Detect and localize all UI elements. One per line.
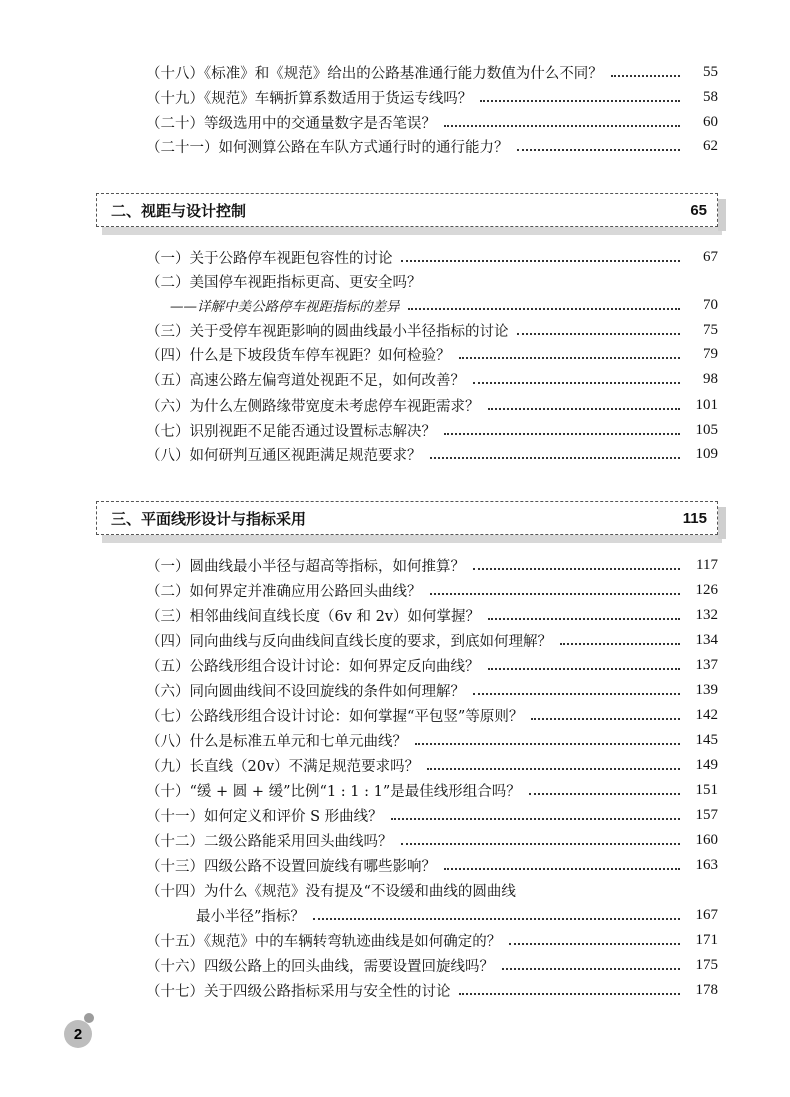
toc-entry-page: 132 (695, 606, 718, 623)
toc-entry-page: 163 (695, 856, 718, 873)
toc-entry-subtitle[interactable] (170, 293, 718, 317)
toc-entry-title: （四）同向曲线与反向曲线间直线长度的要求，到底如何理解？ (146, 633, 552, 650)
toc-entry-page: 134 (695, 631, 718, 648)
leader-dots (401, 258, 681, 262)
toc-entry-title: （十四）为什么《规范》没有提及“不设缓和曲线的圆曲线 (146, 883, 516, 900)
toc-entry[interactable] (146, 342, 718, 366)
toc-entry[interactable] (146, 393, 718, 417)
section-header-sight-distance[interactable] (96, 193, 718, 227)
toc-entry[interactable] (146, 418, 718, 442)
toc-entry-title: （九）长直线（20v）不满足规范要求吗？ (146, 758, 420, 775)
leader-dots (502, 966, 680, 970)
section-title: 二、视距与设计控制 (111, 201, 247, 220)
leader-dots (509, 941, 680, 945)
toc-entry[interactable] (146, 628, 718, 652)
toc-entry-title: （七）公路线形组合设计讨论：如何掌握“平包竖”等原则？ (146, 708, 524, 725)
toc-entry-page: 117 (696, 556, 718, 573)
toc-entry-page: 75 (703, 321, 718, 338)
page-number: 2 (64, 1020, 92, 1048)
toc-entry-page: 139 (695, 681, 718, 698)
toc-entry-title: （六）为什么左侧路缘带宽度未考虑停车视距需求？ (146, 398, 480, 415)
toc-entry-page: 178 (695, 981, 718, 998)
leader-dots (473, 380, 680, 384)
section-page: 115 (682, 509, 707, 527)
toc-entry[interactable] (146, 728, 718, 752)
toc-entry-page: 55 (703, 63, 718, 80)
toc-entry[interactable] (146, 603, 718, 627)
toc-entry[interactable] (146, 553, 718, 577)
toc-entry-continuation[interactable] (196, 903, 718, 927)
toc-entry-page: 149 (695, 756, 718, 773)
toc-entry-title: （三）关于受停车视距影响的圆曲线最小半径指标的讨论 (146, 323, 509, 340)
toc-entry[interactable] (146, 245, 718, 269)
leader-dots (529, 791, 680, 795)
toc-entry-title: （三）相邻曲线间直线长度（6v 和 2v）如何掌握？ (146, 608, 481, 625)
toc-entry[interactable] (146, 878, 718, 902)
toc-entry-title: （十六）四级公路上的回头曲线，需要设置回旋线吗？ (146, 958, 494, 975)
toc-entry[interactable] (146, 318, 718, 342)
toc-entry[interactable] (146, 578, 718, 602)
toc-entry-title: （二）如何界定并准确应用公路回头曲线？ (146, 583, 422, 600)
toc-entry-page: 175 (695, 956, 718, 973)
toc-entry[interactable] (146, 110, 718, 134)
toc-entry[interactable] (146, 653, 718, 677)
toc-entry-title: （二）美国停车视距指标更高、更安全吗？ (146, 274, 422, 291)
toc-entry-title: （五）高速公路左偏弯道处视距不足，如何改善？ (146, 372, 465, 389)
toc-entry[interactable] (146, 753, 718, 777)
toc-entry-title: 最小半径”指标？ (196, 908, 305, 925)
toc-entry-page: 109 (695, 445, 718, 462)
toc-entry-title: （十二）二级公路能采用回头曲线吗？ (146, 833, 393, 850)
toc-entry-page: 160 (695, 831, 718, 848)
toc-entry[interactable] (146, 978, 718, 1002)
toc-entry[interactable] (146, 778, 718, 802)
toc-entry-title: ——详解中美公路停车视距指标的差异 (170, 299, 400, 315)
leader-dots (444, 866, 680, 870)
toc-entry-title: （八）如何研判互通区视距满足规范要求？ (146, 447, 422, 464)
toc-entry-page: 60 (703, 113, 718, 130)
toc-entry-page: 151 (695, 781, 718, 798)
leader-dots (480, 98, 680, 102)
toc-entry[interactable] (146, 853, 718, 877)
leader-dots (473, 691, 680, 695)
toc-entry-title: （六）同向圆曲线间不设回旋线的条件如何理解？ (146, 683, 465, 700)
leader-dots (531, 716, 680, 720)
toc-entry-page: 167 (695, 906, 718, 923)
leader-dots (459, 991, 681, 995)
leader-dots (391, 816, 680, 820)
toc-entry-page: 70 (703, 296, 718, 313)
leader-dots (444, 123, 680, 127)
leader-dots (401, 841, 681, 845)
toc-entry-page: 137 (695, 656, 718, 673)
toc-entry-page: 105 (695, 421, 718, 438)
toc-entry-page: 142 (695, 706, 718, 723)
toc-entry[interactable] (146, 678, 718, 702)
toc-entry-title: （十）“缓 + 圆 + 缓”比例“1 : 1 : 1”是最佳线形组合吗？ (146, 783, 521, 800)
section-header-horizontal-alignment[interactable] (96, 501, 718, 535)
toc-entry-title: （四）什么是下坡段货车停车视距？如何检验？ (146, 347, 451, 364)
toc-entry-title: （十九）《规范》车辆折算系数适用于货运专线吗？ (146, 90, 473, 107)
toc-entry-page: 67 (703, 248, 718, 265)
leader-dots (517, 147, 681, 151)
toc-entry-title: （七）识别视距不足能否通过设置标志解决？ (146, 423, 436, 440)
toc-entry-title: （十七）关于四级公路指标采用与安全性的讨论 (146, 983, 451, 1000)
leader-dots (488, 406, 681, 410)
toc-entry[interactable] (146, 803, 718, 827)
toc-entry-page: 98 (703, 370, 718, 387)
toc-entry-page: 157 (695, 806, 718, 823)
toc-entry[interactable] (146, 928, 718, 952)
toc-entry-title: （二十）等级选用中的交通量数字是否笔误？ (146, 115, 436, 132)
toc-entry[interactable] (146, 953, 718, 977)
leader-dots (430, 591, 681, 595)
toc-entry[interactable] (146, 367, 718, 391)
leader-dots (560, 641, 680, 645)
toc-entry-page: 58 (703, 88, 718, 105)
leader-dots (488, 666, 681, 670)
toc-entry[interactable] (146, 269, 718, 293)
toc-entry-page: 62 (703, 137, 718, 154)
toc-entry-page: 171 (695, 931, 718, 948)
toc-entry-page: 79 (703, 345, 718, 362)
toc-entry-title: （五）公路线形组合设计讨论：如何界定反向曲线？ (146, 658, 480, 675)
toc-entry[interactable] (146, 134, 718, 158)
toc-entry-page: 101 (695, 396, 718, 413)
toc-entry-title: （一）圆曲线最小半径与超高等指标，如何推算？ (146, 558, 465, 575)
section-title: 三、平面线形设计与指标采用 (111, 509, 307, 528)
leader-dots (444, 431, 680, 435)
toc-entry-title: （十五）《规范》中的车辆转弯轨迹曲线是如何确定的？ (146, 933, 502, 950)
section-page: 65 (690, 201, 707, 219)
leader-dots (611, 73, 680, 77)
toc-entry[interactable] (146, 60, 718, 84)
toc-entry-title: （十八）《标准》和《规范》给出的公路基准通行能力数值为什么不同？ (146, 65, 603, 82)
leader-dots (459, 355, 681, 359)
leader-dots (473, 566, 680, 570)
leader-dots (408, 306, 681, 310)
toc-entry-title: （十一）如何定义和评价 S 形曲线？ (146, 808, 383, 825)
toc-entry[interactable] (146, 703, 718, 727)
leader-dots (517, 331, 681, 335)
toc-entry-title: （八）什么是标准五单元和七单元曲线？ (146, 733, 407, 750)
toc-entry-title: （二十一）如何测算公路在车队方式通行时的通行能力？ (146, 139, 509, 156)
leader-dots (488, 616, 680, 620)
toc-entry[interactable] (146, 85, 718, 109)
toc-entry[interactable] (146, 828, 718, 852)
toc-entry[interactable] (146, 442, 718, 466)
toc-entry-title: （十三）四级公路不设置回旋线有哪些影响？ (146, 858, 436, 875)
toc-entry-page: 145 (695, 731, 718, 748)
leader-dots (415, 741, 680, 745)
toc-entry-title: （一）关于公路停车视距包容性的讨论 (146, 250, 393, 267)
leader-dots (427, 766, 680, 770)
toc-entry-page: 126 (695, 581, 718, 598)
leader-dots (313, 916, 680, 920)
leader-dots (430, 455, 681, 459)
